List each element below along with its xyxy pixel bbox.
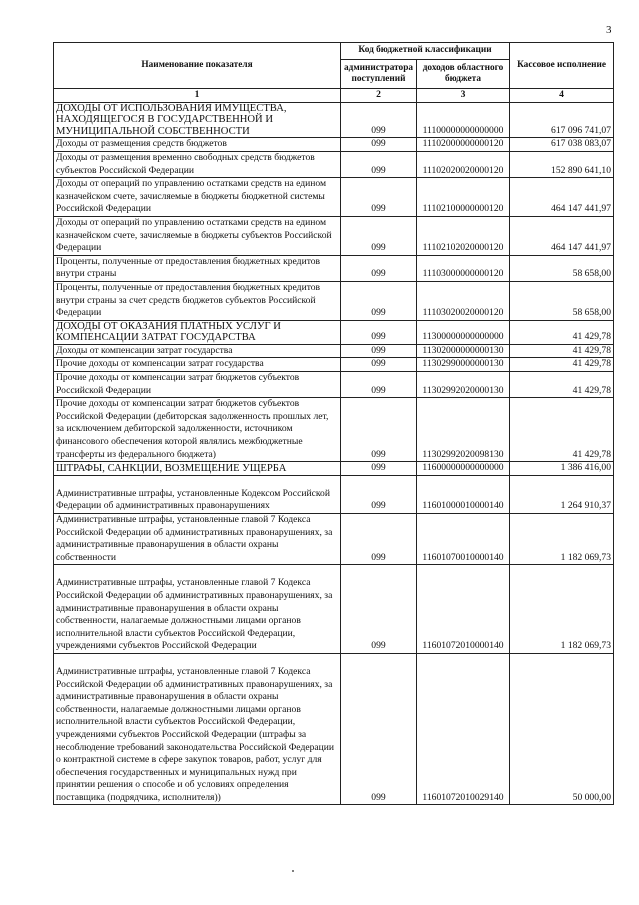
header-income-code: доходов областного бюджета	[417, 60, 510, 89]
indicator-name-cell: Прочие доходы от компенсации затрат государства	[54, 358, 341, 372]
table-row	[54, 565, 614, 654]
table-row	[54, 102, 614, 138]
table-row	[54, 216, 614, 255]
header-indicator-name: Наименование показателя	[54, 43, 341, 89]
report-body	[54, 102, 614, 805]
table-row	[54, 653, 614, 805]
table-row	[54, 281, 614, 320]
income-code-cell: 11102100000000120	[417, 178, 510, 217]
amount-cell: 41 429,78	[510, 320, 614, 344]
column-number-2: 2	[341, 89, 417, 103]
table-row	[54, 514, 614, 565]
indicator-name-cell: ДОХОДЫ ОТ ОКАЗАНИЯ ПЛАТНЫХ УСЛУГ И КОМПЕНСАЦИИ ЗАТРАТ ГОСУДАРСТВА	[54, 320, 341, 344]
indicator-name-cell: Доходы от компенсации затрат государства	[54, 344, 341, 358]
table-row	[54, 475, 614, 513]
indicator-name-cell: Проценты, полученные от предоставления бюджетных кредитов внутри страны за счет средств бюджетов субъектов Российской Федерации	[54, 281, 341, 320]
amount-cell: 1 386 416,00	[510, 462, 614, 476]
header-admin-code: администратора поступлений	[341, 60, 417, 89]
indicator-name-cell: Административные штрафы, установленные Кодексом Российской Федерации об административных правонарушениях	[54, 475, 341, 513]
indicator-name-cell: Административные штрафы, установленные главой 7 Кодекса Российской Федерации об административных правонарушениях, за административные правонарушения в области охраны собственности, налагаемые должностными лицами органов исполнительной власти субъектов Российской Федерации, учреждениями субъектов Российской Федерации	[54, 565, 341, 654]
column-number-4: 4	[510, 89, 614, 103]
admin-code-cell: 099	[341, 565, 417, 654]
amount-cell: 1 182 069,73	[510, 514, 614, 565]
admin-code-cell: 099	[341, 372, 417, 398]
income-code-cell: 11302992020098130	[417, 398, 510, 462]
income-code-cell: 11601000010000140	[417, 475, 510, 513]
indicator-name-cell: Доходы от операций по управлению остатками средств на едином казначейском счете, зачисляемые в бюджеты бюджетной системы Российской Федерации	[54, 178, 341, 217]
income-code-cell: 11102102020000120	[417, 216, 510, 255]
income-code-cell: 11302000000000130	[417, 344, 510, 358]
amount-cell: 41 429,78	[510, 398, 614, 462]
table-row	[54, 358, 614, 372]
header-cash-execution: Кассовое исполнение	[510, 43, 614, 89]
table-row	[54, 178, 614, 217]
admin-code-cell: 099	[341, 653, 417, 805]
table-row	[54, 398, 614, 462]
amount-cell: 58 658,00	[510, 255, 614, 281]
income-code-cell: 11302990000000130	[417, 358, 510, 372]
admin-code-cell: 099	[341, 151, 417, 177]
admin-code-cell: 099	[341, 255, 417, 281]
amount-cell: 41 429,78	[510, 344, 614, 358]
amount-cell: 50 000,00	[510, 653, 614, 805]
indicator-name-cell: Прочие доходы от компенсации затрат бюджетов субъектов Российской Федерации (дебиторская задолженность прошлых лет, за исключением дебиторской задолженности, источником финансового обеспечения которой являлись межбюджетные трансферты из федерального бюджета)	[54, 398, 341, 462]
admin-code-cell: 099	[341, 178, 417, 217]
header-budget-classification-code: Код бюджетной классификации	[341, 43, 510, 60]
income-code-cell: 11302992020000130	[417, 372, 510, 398]
admin-code-cell: 099	[341, 358, 417, 372]
indicator-name-cell: Административные штрафы, установленные главой 7 Кодекса Российской Федерации об административных правонарушениях, за административные правонарушения в области охраны собственности, налагаемые должностными лицами органов исполнительной власти субъектов Российской Федерации, учреждениями субъектов Российской Федерации (штрафы за несоблюдение требований законодательства Российской Федерации о контрактной системе в сфере закупок товаров, работ, услуг для обеспечения государственных и муниципальных нужд при принятии решения о способе и об условиях определения поставщика (подрядчика, исполнителя))	[54, 653, 341, 805]
column-number-3: 3	[417, 89, 510, 103]
indicator-name-cell: Прочие доходы от компенсации затрат бюджетов субъектов Российской Федерации	[54, 372, 341, 398]
admin-code-cell: 099	[341, 281, 417, 320]
income-code-cell: 11102020020000120	[417, 151, 510, 177]
admin-code-cell: 099	[341, 398, 417, 462]
income-code-cell: 11600000000000000	[417, 462, 510, 476]
admin-code-cell: 099	[341, 514, 417, 565]
table-row	[54, 320, 614, 344]
indicator-name-cell: Административные штрафы, установленные главой 7 Кодекса Российской Федерации об административных правонарушениях, за административные правонарушения в области охраны собственности	[54, 514, 341, 565]
table-row	[54, 462, 614, 476]
indicator-name-cell: ШТРАФЫ, САНКЦИИ, ВОЗМЕЩЕНИЕ УЩЕРБА	[54, 462, 341, 476]
admin-code-cell: 099	[341, 138, 417, 152]
scan-speck	[292, 870, 294, 872]
table-row	[54, 372, 614, 398]
budget-report-table	[53, 42, 614, 805]
income-code-cell: 11100000000000000	[417, 102, 510, 138]
admin-code-cell: 099	[341, 320, 417, 344]
income-code-cell: 11103000000000120	[417, 255, 510, 281]
table-row	[54, 344, 614, 358]
table-row	[54, 138, 614, 152]
amount-cell: 617 096 741,07	[510, 102, 614, 138]
income-code-cell: 11300000000000000	[417, 320, 510, 344]
income-code-cell: 11601072010000140	[417, 565, 510, 654]
amount-cell: 1 182 069,73	[510, 565, 614, 654]
indicator-name-cell: ДОХОДЫ ОТ ИСПОЛЬЗОВАНИЯ ИМУЩЕСТВА, НАХОДЯЩЕГОСЯ В ГОСУДАРСТВЕННОЙ И МУНИЦИПАЛЬНОЙ СОБСТВЕННОСТИ	[54, 102, 341, 138]
table-row	[54, 151, 614, 177]
admin-code-cell: 099	[341, 102, 417, 138]
indicator-name-cell: Доходы от размещения средств бюджетов	[54, 138, 341, 152]
amount-cell: 58 658,00	[510, 281, 614, 320]
amount-cell: 617 038 083,07	[510, 138, 614, 152]
amount-cell: 464 147 441,97	[510, 216, 614, 255]
amount-cell: 41 429,78	[510, 372, 614, 398]
indicator-name-cell: Доходы от размещения временно свободных средств бюджетов субъектов Российской Федерации	[54, 151, 341, 177]
income-code-cell: 11102000000000120	[417, 138, 510, 152]
admin-code-cell: 099	[341, 462, 417, 476]
admin-code-cell: 099	[341, 216, 417, 255]
column-number-1: 1	[54, 89, 341, 103]
amount-cell: 464 147 441,97	[510, 178, 614, 217]
indicator-name-cell: Доходы от операций по управлению остатками средств на едином казначейском счете, зачисляемые в бюджеты субъектов Российской Федерации	[54, 216, 341, 255]
income-code-cell: 11601070010000140	[417, 514, 510, 565]
admin-code-cell: 099	[341, 475, 417, 513]
amount-cell: 41 429,78	[510, 358, 614, 372]
page-number: 3	[606, 24, 612, 36]
amount-cell: 152 890 641,10	[510, 151, 614, 177]
admin-code-cell: 099	[341, 344, 417, 358]
income-code-cell: 11103020020000120	[417, 281, 510, 320]
amount-cell: 1 264 910,37	[510, 475, 614, 513]
indicator-name-cell: Проценты, полученные от предоставления бюджетных кредитов внутри страны	[54, 255, 341, 281]
income-code-cell: 11601072010029140	[417, 653, 510, 805]
table-row	[54, 255, 614, 281]
